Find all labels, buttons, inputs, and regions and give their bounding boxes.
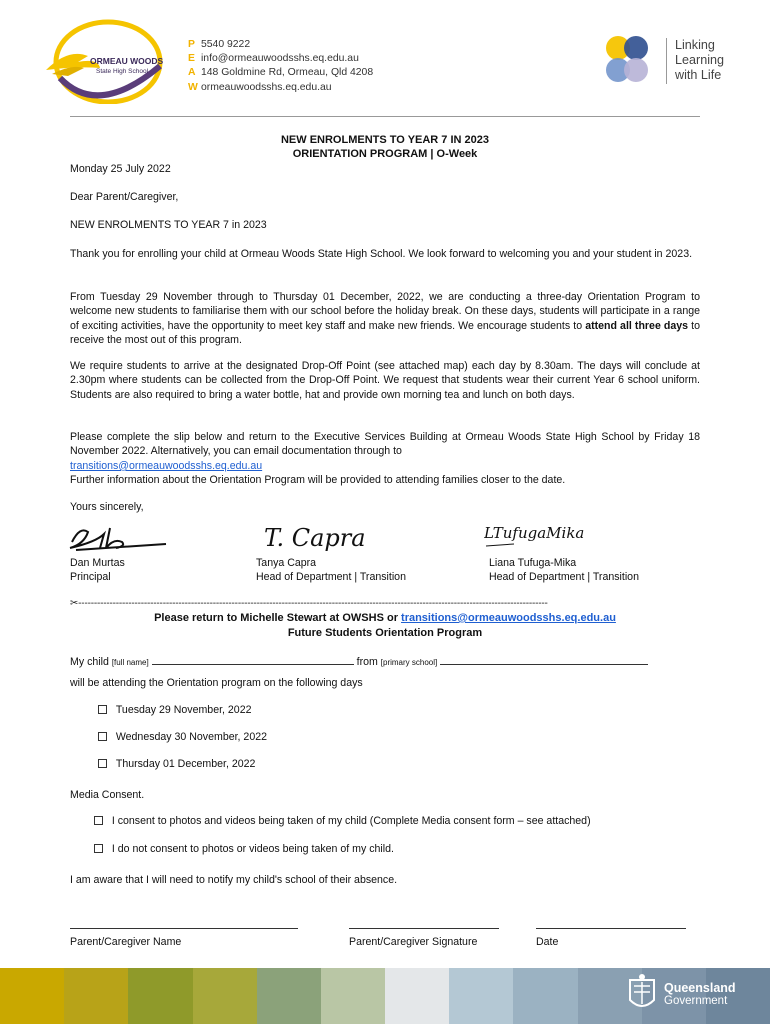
gov-line1: Queensland: [664, 981, 736, 995]
tagline: Linking Learning with Life: [675, 38, 725, 82]
footer-color-band: [385, 968, 449, 1024]
footer-color-band: [193, 968, 257, 1024]
tagline-divider: [666, 38, 667, 84]
header-rule: [70, 116, 700, 117]
paragraph-slip: Please complete the slip below and return to the Executive Services Building at Ormeau Woods State High School by Friday 18 November 2022. Alternatively, you can email documentation through to transitions@ormeauwoodsshs.eq.edu.au Further information about the Orientation Program will be provided to attending families closer to the date.: [70, 431, 700, 487]
logo-text-line1: ORMEAU WOODS: [90, 56, 164, 66]
child-details-row: My child [full name] from [primary school]: [70, 655, 648, 668]
consent-option-no[interactable]: I do not consent to photos or videos being taken of my child.: [94, 843, 394, 855]
signature-capra: [262, 518, 382, 554]
contact-block: [188, 38, 373, 95]
footer-color-band: [64, 968, 128, 1024]
absence-notice: I am aware that I will need to notify my child's school of their absence.: [70, 874, 398, 886]
svg-text:T. Capra: T. Capra: [264, 524, 366, 552]
day-option-tuesday[interactable]: Tuesday 29 November, 2022: [98, 704, 252, 716]
signature-tufuga-mika: [484, 512, 594, 552]
day-checkbox[interactable]: [98, 705, 107, 714]
footer-color-band: [449, 968, 513, 1024]
child-name-field[interactable]: [152, 655, 354, 665]
gov-line2: Government: [664, 995, 728, 1007]
parent-signature-label: Parent/Caregiver Signature: [349, 936, 478, 948]
paragraph-welcome: Thank you for enrolling your child at Ormeau Woods State High School. We look forward to welcoming you and your student in 2023.: [70, 248, 693, 260]
slip-return-line: Please return to Michelle Stewart at OWSHS or transitions@ormeauwoodsshs.eq.edu.au: [154, 612, 616, 624]
consent-checkbox[interactable]: [94, 816, 103, 825]
signatory-3: Liana Tufuga-Mika Head of Department | Transition: [489, 557, 639, 584]
contact-email[interactable]: E info@ormeauwoodsshs.eq.edu.au: [188, 53, 359, 65]
slip-title: Future Students Orientation Program: [287, 627, 483, 639]
cut-line: ✂------------------------------------------------------------------------------------------------------------------------------------------------------: [70, 598, 548, 609]
svg-text:LTufugaMika: LTufugaMika: [484, 524, 585, 542]
date-label: Date: [536, 936, 559, 948]
date-line[interactable]: [536, 928, 686, 929]
letter-closing: Yours sincerely,: [70, 501, 144, 513]
day-option-thursday[interactable]: Thursday 01 December, 2022: [98, 758, 255, 770]
footer-color-band: [321, 968, 385, 1024]
linking-learning-logo: [600, 34, 662, 90]
qld-crest-icon: [624, 972, 660, 1018]
parent-signature-line[interactable]: [349, 928, 499, 929]
school-logo: [38, 18, 168, 104]
day-option-wednesday[interactable]: Wednesday 30 November, 2022: [98, 731, 267, 743]
letter-greeting: Dear Parent/Caregiver,: [70, 191, 179, 203]
letter-subtitle: ORIENTATION PROGRAM | O-Week: [292, 148, 478, 160]
footer-color-band: [128, 968, 192, 1024]
slip-email-link[interactable]: transitions@ormeauwoodsshs.eq.edu.au: [401, 612, 616, 624]
qld-government-logo: [620, 972, 750, 1020]
day-checkbox[interactable]: [98, 732, 107, 741]
consent-option-yes[interactable]: I consent to photos and videos being taken of my child (Complete Media consent form – see attached): [94, 815, 591, 827]
paragraph-requirements: We require students to arrive at the designated Drop-Off Point (see attached map) each day by 8.30am. The days will conclude at 2.30pm where students can be collected from the Drop-Off Point. We request that students wear their current Year 6 school uniform. Students are also required to bring a water bottle, hat and provide own morning tea and lunch on both days.: [70, 360, 700, 401]
signatory-1: Dan Murtas Principal: [70, 557, 125, 584]
contact-website[interactable]: W ormeauwoodsshs.eq.edu.au: [188, 81, 332, 93]
logo-text-line2: State High School: [96, 68, 149, 75]
day-checkbox[interactable]: [98, 759, 107, 768]
primary-school-field[interactable]: [440, 655, 648, 665]
contact-address: A 148 Goldmine Rd, Ormeau, Qld 4208: [188, 67, 374, 79]
signature-principal: [66, 520, 176, 556]
attending-text: will be attending the Orientation program on the following days: [70, 677, 363, 689]
consent-checkbox[interactable]: [94, 844, 103, 853]
letter-date: Monday 25 July 2022: [70, 163, 171, 175]
transitions-email-link[interactable]: transitions@ormeauwoodsshs.eq.edu.au: [70, 459, 263, 472]
parent-name-line[interactable]: [70, 928, 298, 929]
paragraph-program: From Tuesday 29 November through to Thursday 01 December, 2022, we are conducting a three-day Orientation Program to welcome new students to familiarise them with our school before the holiday break. On these days, students will participate in a range of exciting activities, have the opportunity to meet key staff and make new friends. We encourage students to attend all three days to receive the most out of this program.: [70, 291, 701, 347]
signatory-2: Tanya Capra Head of Department | Transition: [256, 557, 406, 584]
letter-subject: NEW ENROLMENTS TO YEAR 7 in 2023: [70, 219, 267, 231]
footer-color-band: [513, 968, 577, 1024]
parent-name-label: Parent/Caregiver Name: [70, 936, 182, 948]
letter-title: NEW ENROLMENTS TO YEAR 7 IN 2023: [280, 134, 490, 146]
contact-phone: P 5540 9222: [188, 39, 251, 50]
footer-color-band: [0, 968, 64, 1024]
footer-color-band: [257, 968, 321, 1024]
media-consent-heading: Media Consent.: [70, 789, 145, 801]
